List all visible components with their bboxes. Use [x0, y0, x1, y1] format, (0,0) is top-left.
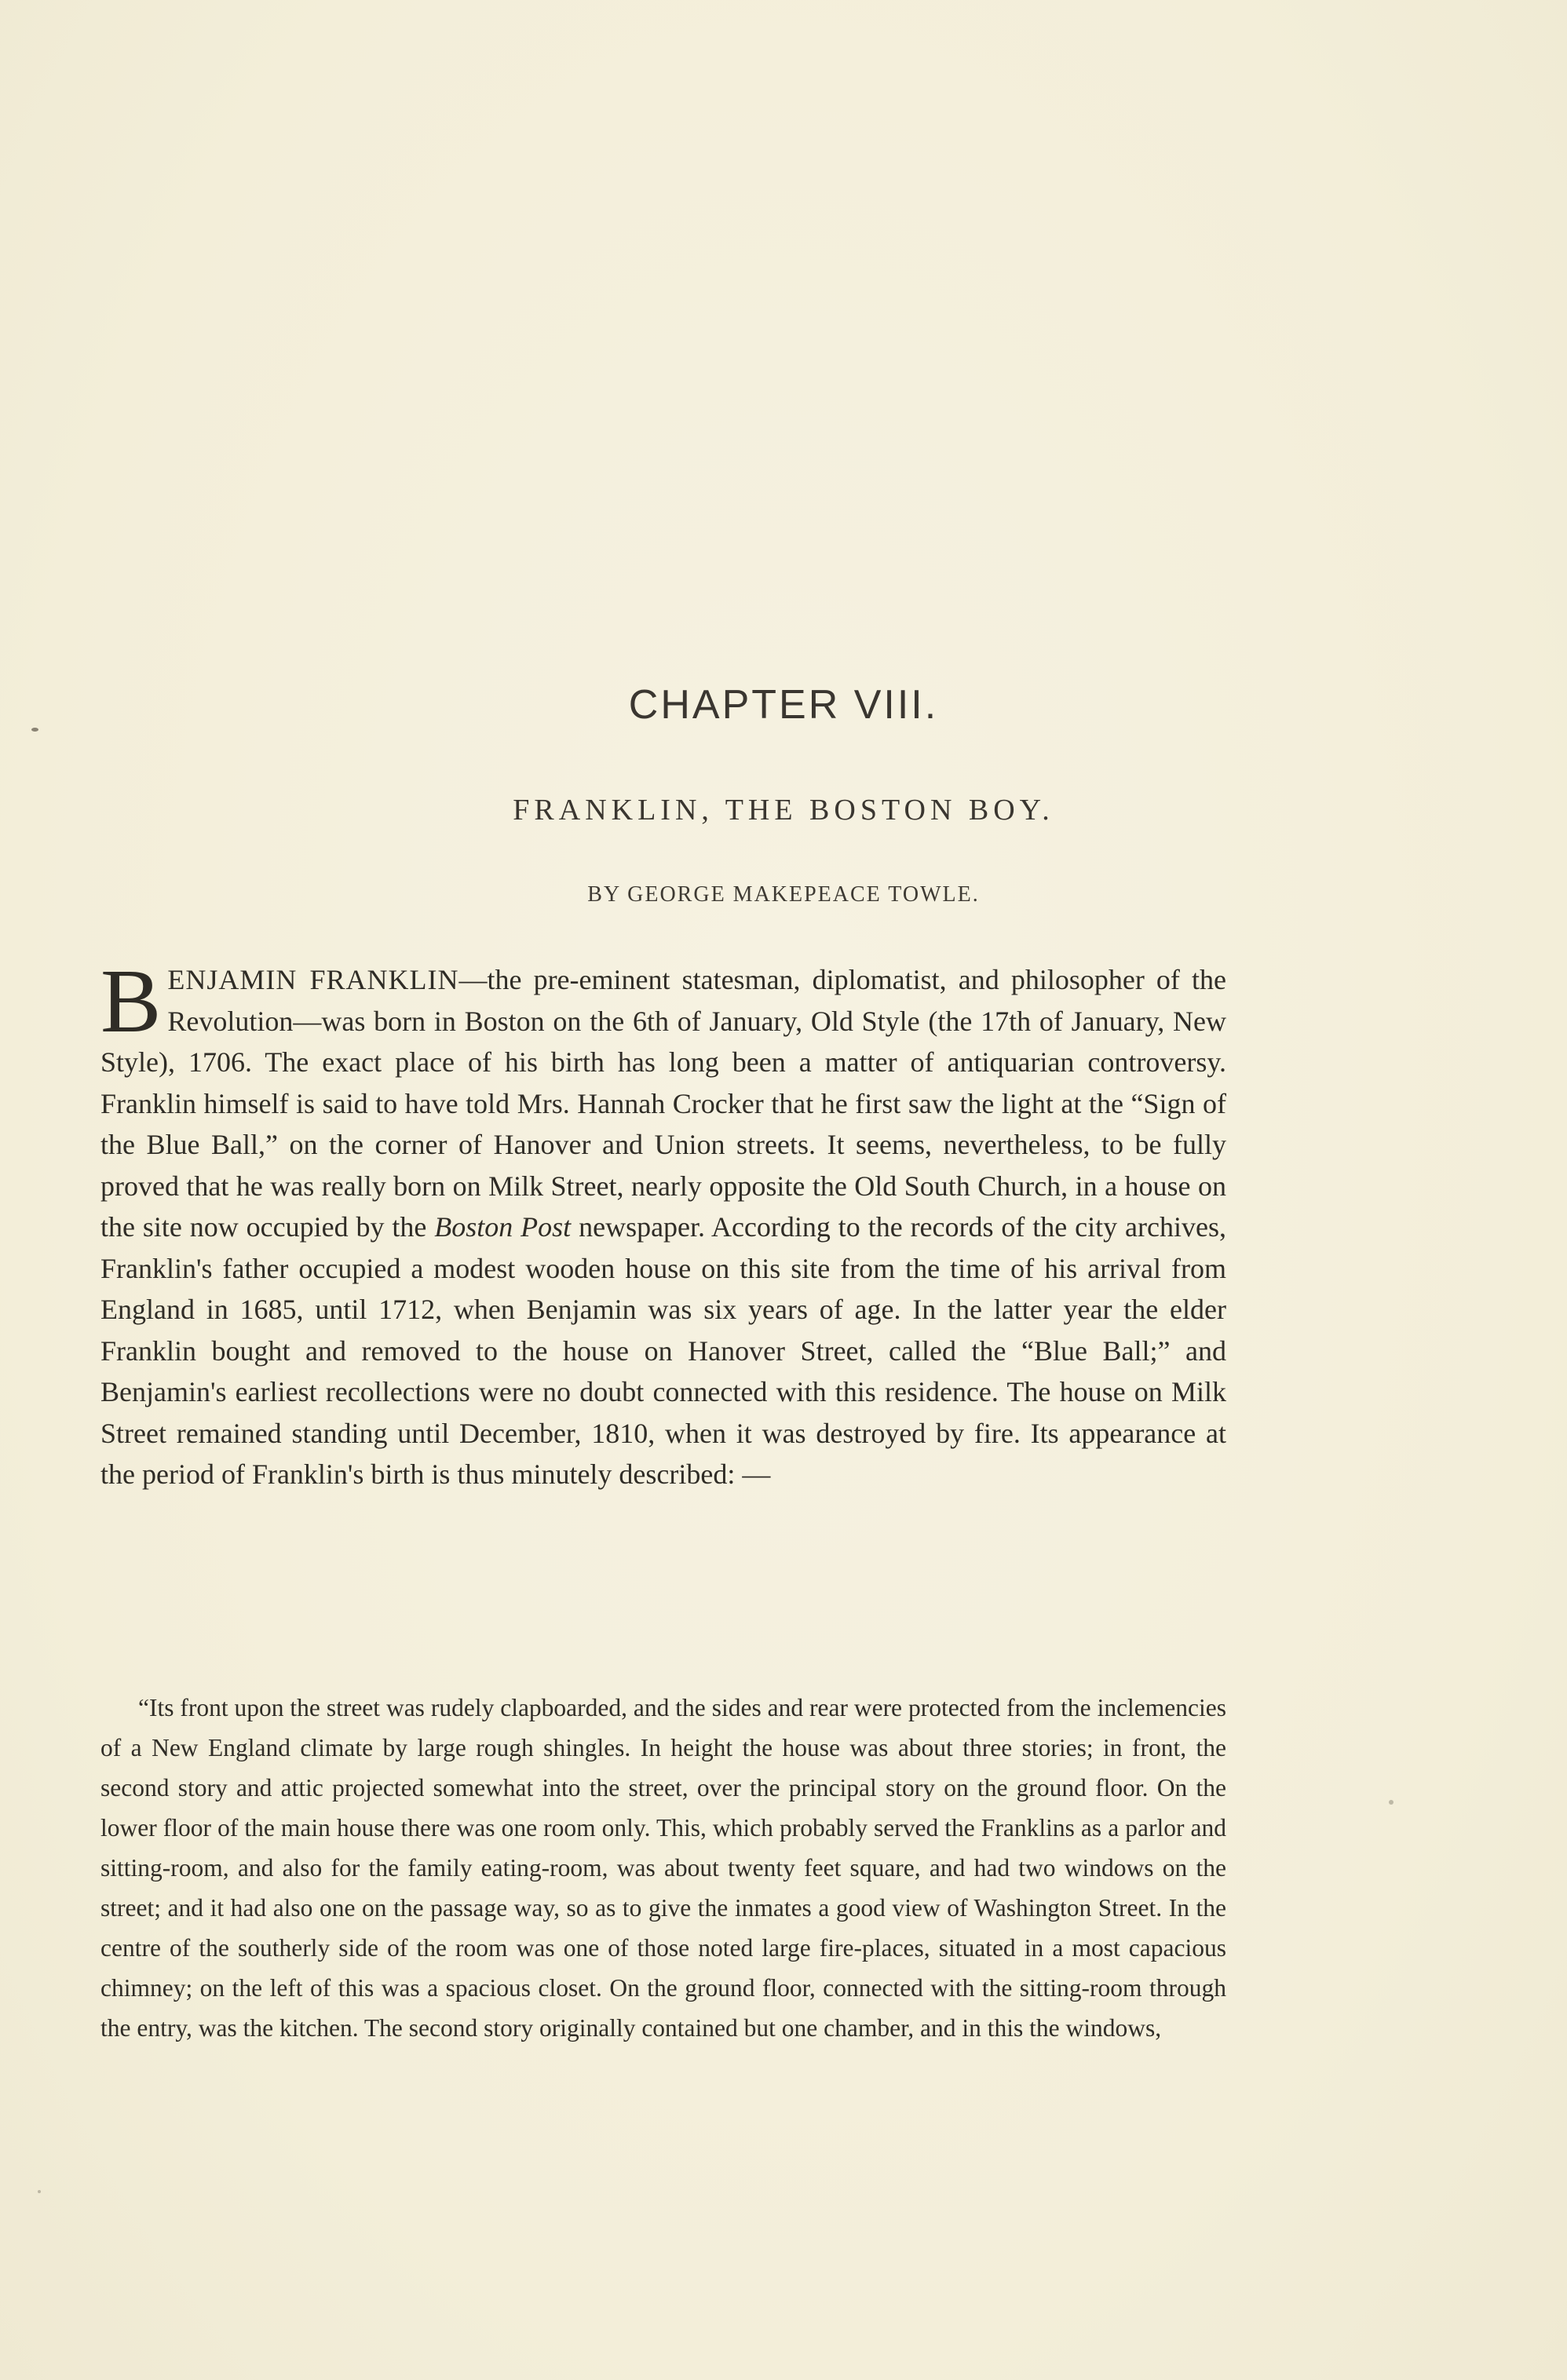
- paper-speck: [1389, 1800, 1393, 1805]
- chapter-subtitle: FRANKLIN, THE BOSTON BOY.: [513, 794, 1054, 827]
- body-text-part-1: —the pre-eminent statesman, diplomatist, and philosopher of the Revolution—was born in Boston on the 6th of January, Old Style (the 17th of January, New Style), 1706. The exact place of his birth has long been a matter of antiquarian controversy. Franklin himself is said to have told Mrs. Hannah Crocker that he first saw the light at the “Sign of the Blue Ball,” on the corner of Hanover and Union streets. It seems, nevertheless, to be fully proved that he was really born on Milk Street, nearly opposite the Old South Church, in a house on the site now occupied by the: [100, 964, 1226, 1243]
- body-text-part-2: newspaper. According to the records of the city archives, Franklin's father occupied a modest wooden house on this site from the time of his arrival from England in 1685, until 1712, when Benjamin was six years of age. In the latter year the elder Franklin bought and removed to the house on Hanover Street, called the “Blue Ball;” and Benjamin's earliest recollections were no doubt connected with this residence. The house on Milk Street remained standing until December, 1810, when it was destroyed by fire. Its appearance at the period of Franklin's birth is thus minutely described: —: [100, 1211, 1226, 1490]
- opening-caps: ENJAMIN FRANKLIN: [167, 964, 459, 995]
- author-byline: BY GEORGE MAKEPEACE TOWLE.: [587, 882, 980, 907]
- chapter-title: CHAPTER VIII.: [628, 682, 939, 728]
- body-paragraph: [100, 951, 1226, 1495]
- drop-cap: B: [100, 951, 162, 1052]
- block-quote: “Its front upon the street was rudely clapboarded, and the sides and rear were protected from the inclemencies of a New England climate by large rough shingles. In height the house was about three stories; in front, the second story and attic projected somewhat into the street, over the principal story on the ground floor. On the lower floor of the main house there was one room only. This, which probably served the Franklins as a parlor and sitting-room, and also for the family eating-room, was about twenty feet square, and had two windows on the street; and it had also one on the passage way, so as to give the inmates a good view of Washington Street. In the centre of the southerly side of the room was one of those noted large fire-places, situated in a most capacious chimney; on the left of this was a spacious closet. On the ground floor, connected with the sitting-room through the entry, was the kitchen. The second story originally contained but one chamber, and in this the windows,: [100, 1694, 1226, 2042]
- paper-speck: [38, 2190, 41, 2193]
- newspaper-title: Boston Post: [434, 1211, 572, 1243]
